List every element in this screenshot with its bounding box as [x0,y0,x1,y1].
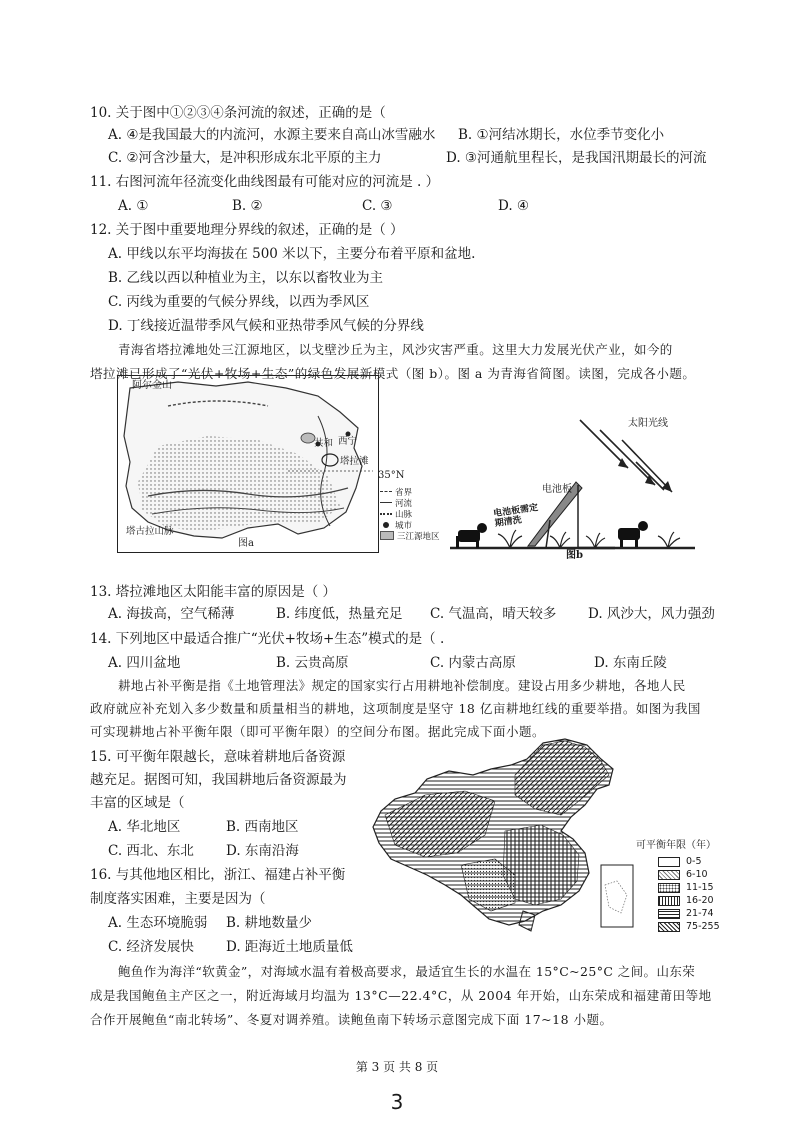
q16-option-a: A. 生态环境脆弱 [108,915,208,931]
q10-option-a: A. ④是我国最大的内流河，水源主要来自高山冰雪融水 [108,127,436,143]
china-map-graphic [365,735,637,947]
figure-a-qinghai-map [117,375,379,553]
legend-province-border: 省界 [395,487,413,498]
passage1-line1: 青海省塔拉滩地处三江源地区，以戈壁沙丘为主，风沙灾害严重。这里大力发展光伏产业，如今的 [118,342,673,357]
q15-option-a: A. 华北地区 [108,819,181,835]
passage1-line2: 塔拉滩已形成了“光伏+牧场+生态”的绿色发展新模式（图 b）。图 a 为青海省简图。读图，完成各小题。 [90,366,696,381]
q12-option-d: D. 丁线接近温带季风气候和亚热带季风气候的分界线 [108,318,424,334]
figure-a-caption: 图a [238,538,254,549]
passage2-line2: 政府就应补充划入多少数量和质量相当的耕地，这项制度是坚守 18 亿亩耕地红线的重要举措。如图为我国 [90,701,701,716]
q11-option-b: B. ② [232,198,263,214]
q15-option-c: C. 西北、东北 [108,843,194,859]
legend-21-74: 21-74 [686,908,714,919]
q15-line2: 越充足。据图可知，我国耕地后备资源最为 [90,772,347,788]
q15-option-d: D. 东南沿海 [226,843,299,859]
solar-pasture-graphic [450,410,700,560]
q11-option-d: D. ④ [498,198,530,214]
legend-11-15: 11-15 [686,882,714,893]
legend-0-5: 0-5 [686,856,702,867]
q12-option-c: C. 丙线为重要的气候分界线，以西为季风区 [108,294,370,310]
q13-option-b: B. 纬度低，热量充足 [276,606,403,622]
q10-option-b: B. ①河结冰期长，水位季节变化小 [458,127,665,143]
q10-option-c: C. ②河含沙量大，是冲积形成东北平原的主力 [108,150,382,166]
passage2-line1: 耕地占补平衡是指《土地管理法》规定的国家实行占用耕地补偿制度。建设占用多少耕地，各地人民 [118,678,686,693]
label-panel-cleaning: 电池板需定期清洗 [492,503,539,530]
legend-mountain: 山脉 [395,509,413,520]
legend-city: 城市 [395,520,413,531]
q12-stem: 12. 关于图中重要地理分界线的叙述，正确的是（ ） [90,222,404,238]
figure-a-legend [380,486,440,541]
label-xining: 西宁 [338,436,358,447]
q16-line1: 16. 与其他地区相比，浙江、福建占补平衡 [90,867,346,883]
label-gonghe: 共和 [314,438,334,449]
label-sunlight: 太阳光线 [628,418,668,429]
q16-option-d: D. 距海近土地质量低 [226,939,353,955]
passage2-line3: 可实现耕地占补平衡年限（即可平衡年限）的空间分布图。据此完成下面小题。 [90,724,546,739]
q16-option-b: B. 耕地数量少 [226,915,313,931]
map-legend-title: 可平衡年限（年） [636,840,716,851]
page-number: 3 [390,1090,404,1114]
legend-6-10: 6-10 [686,869,708,880]
q13-option-c: C. 气温高，晴天较多 [430,606,557,622]
passage3-line1: 鲍鱼作为海洋“软黄金”，对海域水温有着极高要求，最适宜生长的水温在 15°C~25°C 之间。山东荣 [118,964,696,979]
swatch-16-20 [658,896,680,906]
passage3-line3: 合作开展鲍鱼“南北转场”、冬夏对调养殖。读鲍鱼南下转场示意图完成下面 17~18 小题。 [90,1012,613,1027]
label-panel: 电池板 [542,484,572,495]
legend-sanjiangyuan: 三江源地区 [397,531,440,542]
q12-option-b: B. 乙线以西以种植业为主，以东以畜牧业为主 [108,270,384,286]
legend-16-20: 16-20 [686,895,714,906]
q15-line1: 15. 可平衡年限越长，意味着耕地后备资源 [90,749,346,765]
q16-option-c: C. 经济发展快 [108,939,194,955]
legend-river: 河流 [395,498,413,509]
q13-stem: 13. 塔拉滩地区太阳能丰富的原因是（ ） [90,584,337,600]
q15-option-b: B. 西南地区 [226,819,299,835]
q12-option-a: A. 甲线以东平均海拔在 500 米以下，主要分布着平原和盆地. [108,246,476,262]
q13-option-d: D. 风沙大，风力强劲 [588,606,715,622]
q11-option-c: C. ③ [362,198,393,214]
china-balance-years-map [365,735,637,947]
passage3-line2: 成是我国鲍鱼主产区之一，附近海域月均温为 13°C—22.4°C，从 2004 年开始，山东荣成和福建莆田等地 [90,988,712,1003]
qinghai-map-graphic [118,376,377,551]
q14-option-c: C. 内蒙古高原 [430,655,516,671]
label-tanggula: 塔古拉山脉 [126,526,174,537]
q14-option-d: D. 东南丘陵 [594,655,667,671]
q13-option-a: A. 海拔高，空气稀薄 [108,606,235,622]
swatch-21-74 [658,909,680,919]
q14-stem: 14. 下列地区中最适合推广“光伏+牧场+生态”模式的是（ . [90,631,445,647]
legend-75-255: 75-255 [686,921,720,932]
swatch-75-255 [658,922,680,932]
figure-b-solar-pasture [450,410,700,560]
q16-line2: 制度落实困难，主要是因为（ [90,891,266,907]
label-tala-beach: 塔拉滩 [340,456,369,467]
map-legend [636,836,736,933]
label-35n: 35°N [378,470,405,481]
q14-option-b: B. 云贵高原 [276,655,349,671]
q15-line3: 丰富的区域是（ [90,795,185,811]
label-aerjin-mountain: 阿尔金山 [132,380,172,391]
q11-option-a: A. ① [118,198,149,214]
q11-stem: 11. 右图河流年径流变化曲线图最有可能对应的河流是 . ） [90,174,440,190]
swatch-11-15 [658,883,680,893]
swatch-0-5 [658,857,680,867]
q14-option-a: A. 四川盆地 [108,655,181,671]
q10-option-d: D. ③河通航里程长，是我国汛期最长的河流 [446,150,707,166]
page-info: 第 3 页 共 8 页 [355,1060,439,1074]
figure-b-caption: 图b [566,550,583,561]
q10-stem: 10. 关于图中①②③④条河流的叙述，正确的是（ [90,105,386,121]
swatch-6-10 [658,870,680,880]
